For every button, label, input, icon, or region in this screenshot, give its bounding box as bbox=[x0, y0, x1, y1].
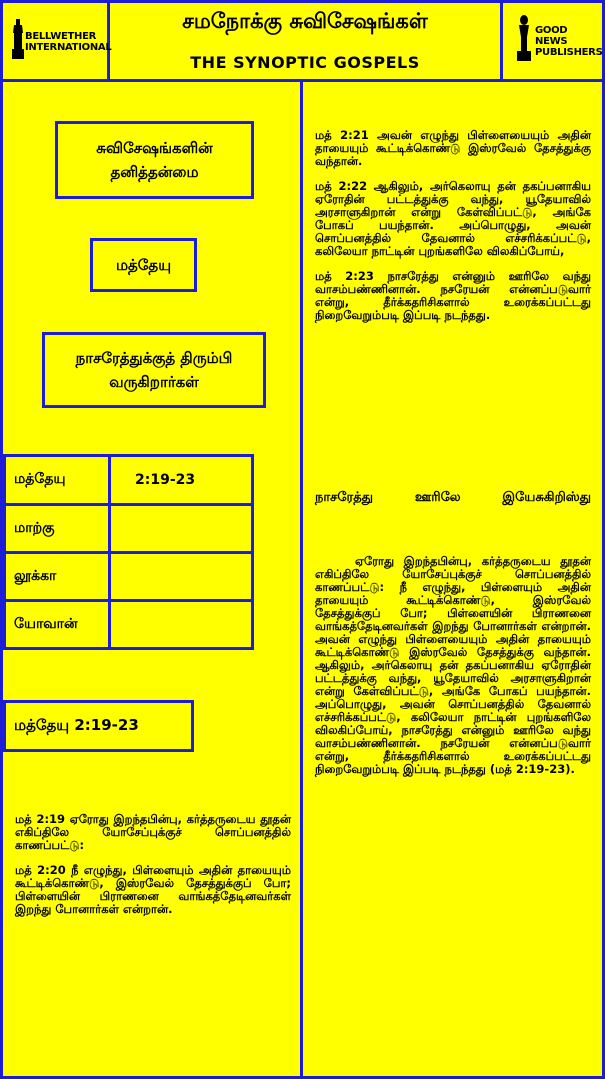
table-cell-ref bbox=[108, 599, 254, 650]
reference-box: மத்தேயு 2:19-23 bbox=[3, 700, 194, 752]
gospel-name-box: மத்தேயு bbox=[90, 238, 197, 292]
verse: மத் 2:22 ஆகிலும், அர்கெலாயு தன் தகப்பனாகிய ஏரோதின் பட்டத்துக்கு வந்து, யூதேயாவில் அரசாளுகிறான் என்று கேள்விப்பட்டு, அங்கே போகப் பயந்தான். அப்பொழுது, அவன் சொப்பனத்தில் தேவனால் எச்சரிக்கப்பட்டு, கலிலேயா நாட்டின் புறங்களிலே விலகிப்போய், bbox=[315, 179, 591, 258]
section-title-box: சுவிசேஷங்களின் தனித்தன்மை bbox=[55, 121, 254, 199]
bellwether-logo bbox=[3, 3, 110, 79]
table-cell-book: மாற்கு bbox=[3, 503, 111, 554]
page-title-english: THE SYNOPTIC GOSPELS bbox=[190, 53, 420, 72]
good-news-logo-text: GOOD NEWS PUBLISHERS bbox=[535, 25, 603, 58]
table-cell-book: யோவான் bbox=[3, 599, 111, 650]
table-cell-book: மத்தேயு bbox=[3, 454, 111, 506]
good-news-logo bbox=[500, 3, 602, 79]
bellwether-logo-text: BELLWETHER INTERNATIONAL bbox=[25, 31, 112, 53]
table-cell-ref bbox=[108, 551, 254, 602]
verse: மத் 2:19 ஏரோது இறந்தபின்பு, கர்த்தருடைய தூதன் எகிப்திலே யோசேப்புக்குச் சொப்பனத்தில் காணப்பட்டு: bbox=[15, 812, 291, 852]
header bbox=[3, 3, 602, 82]
verse: மத் 2:21 அவன் எழுந்து பிள்ளையையும் அதின் தாயையும் கூட்டிக்கொண்டு இஸ்ரவேல் தேசத்துக்கு வந்தான். bbox=[315, 128, 591, 168]
verse: மத் 2:23 நாசரேத்து என்னும் ஊரிலே வந்து வாசம்பண்ணினான். நசரேயன் என்னப்படுவார் என்று, தீர்க்கதரிசிகளால் உரைக்கப்பட்டது நிறைவேறும்படி இப்படி நடந்தது. bbox=[315, 269, 591, 322]
left-verses bbox=[15, 813, 291, 928]
table-cell-ref bbox=[108, 503, 254, 554]
torch-icon bbox=[516, 15, 532, 61]
summary-passage: ஏரோது இறந்தபின்பு, கர்த்தருடைய தூதன் எகிப்திலே யோசேப்புக்குச் சொப்பனத்தில் காணப்பட்டு: நீ எழுந்து, பிள்ளையும் அதின் தாயையும் கூட்டிக்கொண்டு, இஸ்ரவேல் தேசத்துக்குப் போ; பிள்ளையின் பிராணனை வாங்கத்தேடினவர்கள் இறந்து போனார்கள் என்றான். அவன் எழுந்து பிள்ளையையும் அதின் தாயையும் கூட்டிக்கொண்டு இஸ்ரவேல் தேசத்துக்கு வந்தான். ஆகிலும், அர்கெலாயு தன் தகப்பனாகிய ஏரோதின் பட்டத்துக்கு வந்து, யூதேயாவில் அரசாளுகிறான் என்று கேள்விப்பட்டு, அங்கே போகப் பயந்தான். அப்பொழுது, அவன் சொப்பனத்தில் தேவனால் எச்சரிக்கப்பட்டு, கலிலேயா நாட்டின் புறங்களிலே விலகிப்போய், நாசரேத்து என்னும் ஊரிலே வந்து வாசம்பண்ணினான். நசரேயன் என்னப்படுவார் என்று, தீர்க்கதரிசிகளால் உரைக்கப்பட்டது நிறைவேறும்படி இப்படி நடந்தது (மத் 2:19-23). bbox=[315, 554, 591, 776]
page-title-tamil: சமநோக்கு சுவிசேஷங்கள் bbox=[182, 9, 428, 33]
table-cell-ref: 2:19-23 bbox=[108, 454, 254, 506]
verse: மத் 2:20 நீ எழுந்து, பிள்ளையும் அதின் தாயையும் கூட்டிக்கொண்டு, இஸ்ரவேல் தேசத்துக்குப் போ; பிள்ளையின் பிராணனை வாங்கத்தேடினவர்கள் இறந்து போனார்கள் என்றான். bbox=[15, 863, 291, 916]
right-verses bbox=[315, 129, 591, 334]
column-divider bbox=[300, 79, 303, 1079]
bell-tower-icon bbox=[11, 19, 25, 59]
event-title-box: நாசரேத்துக்குத் திரும்பி வருகிறார்கள் bbox=[42, 332, 266, 408]
table-cell-book: லூக்கா bbox=[3, 551, 111, 602]
summary-heading: நாசரேத்து ஊரிலே இயேசுகிறிஸ்து bbox=[315, 490, 591, 505]
